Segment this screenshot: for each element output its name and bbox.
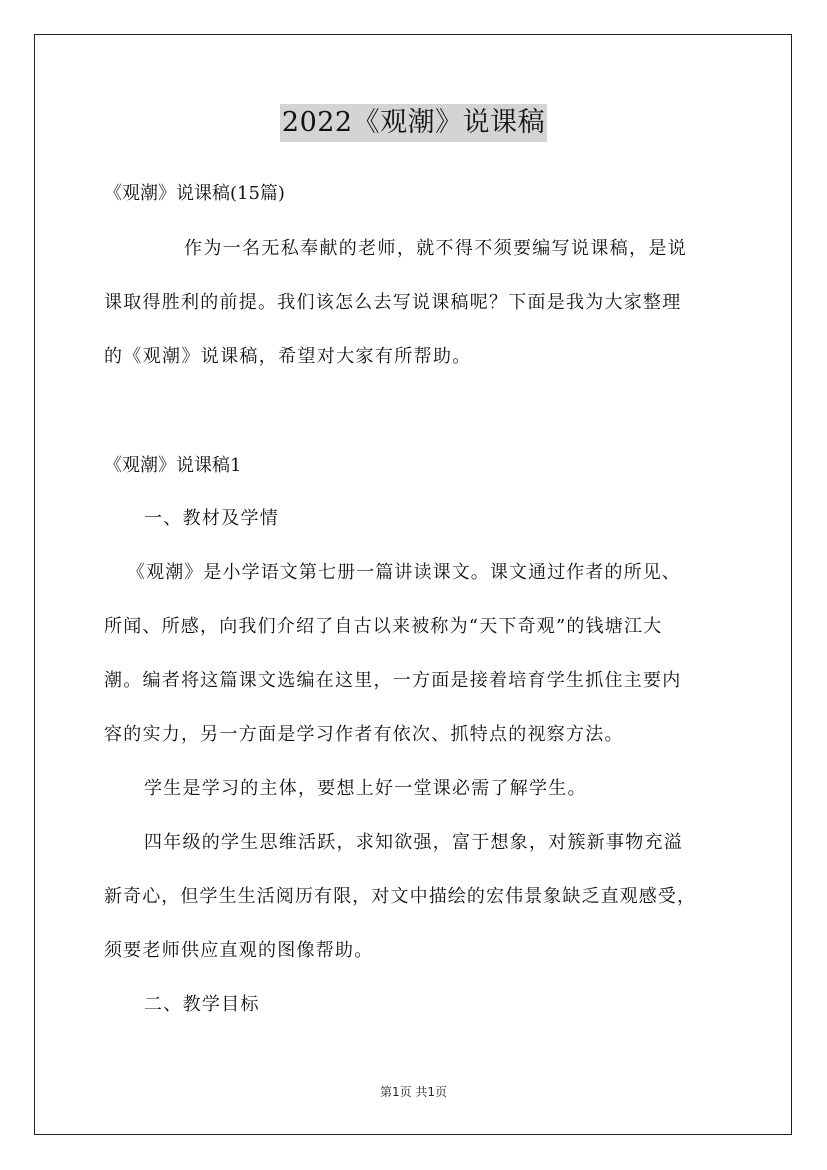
document-title: 2022《观潮》说课稿: [280, 104, 547, 142]
intro-line-3: 的《观潮》说课稿，希望对大家有所帮助。: [104, 346, 472, 367]
paragraph2-line-1: 学生是学习的主体，要想上好一堂课必需了解学生。: [144, 778, 587, 799]
section-heading: 《观潮》说课稿1: [104, 455, 242, 476]
intro-line-1: 作为一名无私奉献的老师，就不得不须要编写说课稿，是说: [184, 238, 688, 259]
document-title-container: [0, 104, 827, 142]
paragraph3-line-3: 须要老师供应直观的图像帮助。: [104, 940, 374, 961]
paragraph3-line-2: 新奇心，但学生生活阅历有限，对文中描绘的宏伟景象缺乏直观感受，: [104, 886, 697, 907]
paragraph1-line-3: 潮。编者将这篇课文选编在这里，一方面是接着培育学生抓住主要内: [104, 670, 682, 691]
page-footer: 第1页 共1页: [379, 1085, 448, 1099]
paragraph1-line-1: 《观潮》是小学语文第七册一篇讲读课文。课文通过作者的所见、: [127, 562, 681, 583]
part2-heading: 二、教学目标: [144, 994, 260, 1015]
paragraph1-line-2: 所闻、所感，向我们介绍了自古以来被称为“天下奇观”的钱塘江大: [104, 616, 663, 637]
paragraph3-line-1: 四年级的学生思维活跃，求知欲强，富于想象，对簇新事物充溢: [144, 832, 683, 853]
paragraph1-line-4: 容的实力，另一方面是学习作者有依次、抓特点的视察方法。: [104, 724, 624, 745]
document-subtitle: 《观潮》说课稿(15篇): [104, 183, 285, 204]
intro-line-2: 课取得胜利的前提。我们该怎么去写说课稿呢？下面是我为大家整理: [104, 292, 682, 313]
part1-heading: 一、教材及学情: [144, 508, 280, 529]
